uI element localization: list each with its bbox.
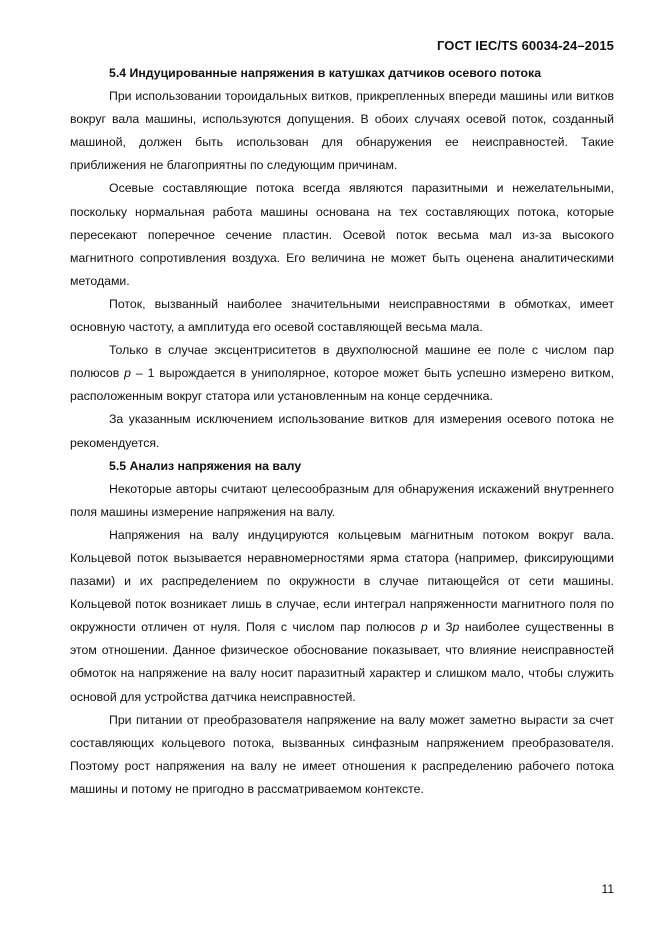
section-heading-5-5: 5.5 Анализ напряжения на валу: [109, 458, 302, 473]
paragraph: Осевые составляющие потока всегда являются паразитными и нежелательными, поскольку нормальная работа машины основана на тех составляющих потока, которые пересекают поперечное сечение пластин. Осевой поток весьма мал из-за высокого магнитного сопротивления воздуха. Его величина не может быть оценена аналитическими методами.: [70, 181, 614, 288]
paragraph: Поток, вызванный наиболее значительными неисправностями в обмотках, имеет основную частоту, а амплитуда его осевой составляющей весьма мала.: [70, 296, 614, 335]
paragraph: [70, 339, 614, 408]
paragraph-text: Только в случае эксцентриситетов в двухполюсной машине ее поле с числом пар полюсов: [70, 343, 614, 381]
paragraph-text: наиболее существенны в этом отношении. Данное физическое обоснование показывает, что влияние неисправностей обмоток на напряжение на валу носит паразитный характер и слишком мало, чтобы служить основой для устройства датчика неисправностей.: [70, 620, 614, 704]
paragraph-text: Напряжения на валу индуцируются кольцевым магнитным потоком вокруг вала. Кольцевой поток вызывается неравномерностями ярма статора (например, фиксирующими пазами) и их распределением по окружности в случае питающейся от сети машины. Кольцевой поток возникает лишь в случае, если интеграл напряженности магнитного поля по окружности отличен от нуля. Поля с числом пар полюсов: [70, 527, 614, 635]
paragraph-text: – 1 вырождается в униполярное, которое может быть успешно измерено витком, расположенным вокруг статора или установленным на конце сердечника.: [70, 366, 615, 404]
paragraph: За указанным исключением использование витков для измерения осевого потока не рекомендуется.: [70, 412, 614, 450]
paragraph: При использовании тороидальных витков, прикрепленных впереди машины или витков вокруг вала машины, используются допущения. В обоих случаях осевой поток, созданный машиной, должен быть использован для обнаружения ее неисправностей. Такие приближения не благоприятны по следующим причинам.: [70, 89, 614, 173]
section-heading-5-4: 5.4 Индуцированные напряжения в катушках датчиков осевого потока: [109, 66, 542, 80]
paragraph: Некоторые авторы считают целесообразным для обнаружения искажений внутреннего поля машины измерение напряжения на валу.: [70, 481, 614, 519]
math-variable: p: [124, 366, 131, 381]
document-code: ГОСТ IEC/TS 60034-24–2015: [436, 38, 614, 53]
math-variable: p: [452, 620, 460, 635]
paragraph: [70, 524, 614, 709]
paragraph: При питании от преобразователя напряжение на валу может заметно вырасти за счет составляющих кольцевого потока, вызванных синфазным напряжением преобразователя. Поэтому рост напряжения на валу не имеет отношения к распределению рабочего потока машины и потому не пригодно в рассматриваемом контексте.: [70, 712, 614, 796]
math-variable: p: [420, 620, 428, 635]
page-number: 11: [601, 882, 614, 896]
paragraph-text: и 3: [427, 620, 453, 635]
document-body: [70, 62, 614, 801]
